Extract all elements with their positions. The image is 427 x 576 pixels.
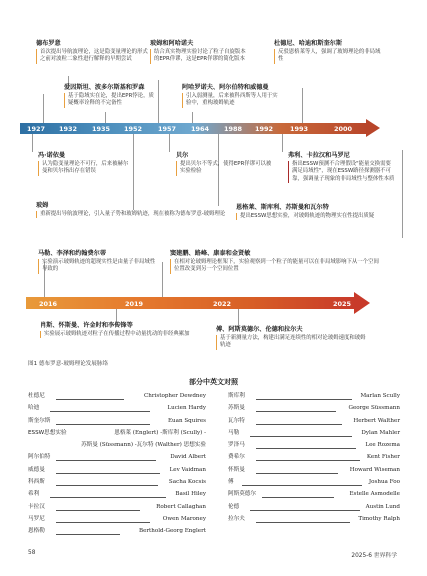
event-description: 指出ESSW预测不合理假设"能量交换需要满足局域性"，现在ESSW路径探测器不可靠，强调量子现象的非局域性与整体性本质	[288, 161, 396, 183]
leader-line	[250, 436, 352, 437]
glossary-row	[228, 403, 400, 415]
event-title: 窦建鹏、路峰、康泰和金贤敏	[170, 250, 251, 257]
glossary-row	[28, 452, 206, 464]
glossary-zh: 阿尔伯特	[28, 454, 51, 461]
event-description: 引入弱测量，后来被科西斯等人用于实验中，重构玻姆轨迹	[182, 93, 282, 108]
event-card	[64, 84, 154, 108]
glossary-en: Joshua Foo	[368, 479, 400, 486]
leader-line	[56, 510, 140, 511]
year-label: 1927	[26, 125, 46, 133]
glossary-en: 苏斯曼 (Süssmann) -瓦尔特 (Walther) 思想实验	[81, 442, 206, 449]
leader-line	[56, 399, 124, 400]
event-title: 弗利、卡拉汉和马罗尼	[288, 152, 350, 159]
leader-line	[256, 424, 342, 425]
event-card	[176, 152, 276, 176]
glossary-en: Robert Callaghan	[156, 503, 206, 510]
glossary-zh: 哈迪	[28, 405, 40, 412]
event-description: 提出ESSW思想实验，对玻姆轨迹的物理实在性提出质疑	[236, 213, 392, 220]
year-label: 2000	[333, 125, 353, 133]
event-description: 重新提出导航波理论，引入量子势和玻姆轨迹，现在被称为德布罗意-玻姆理论	[36, 211, 236, 218]
glossary-en: Howard Wiseman	[349, 466, 400, 473]
event-title: 冯·诺依曼	[38, 152, 66, 159]
event-description: 实验演示玻姆轨迹的超现实性是由量子非局域性导致的	[38, 259, 158, 274]
glossary-en: Berthold-Georg Englert	[138, 528, 206, 535]
leader-line	[50, 497, 166, 498]
connector-line	[158, 80, 159, 123]
glossary-row	[228, 465, 400, 477]
year-label: 1992	[254, 125, 274, 133]
glossary-row	[228, 440, 400, 452]
timeline-band-bottom	[26, 297, 356, 309]
year-label: 1932	[58, 125, 78, 133]
glossary-zh: ESSW思想实验	[28, 429, 67, 436]
event-description: 认为隐变量理论不可行，后来被赫尔曼和贝尔指出存在错误	[38, 161, 130, 176]
glossary-row	[228, 416, 400, 428]
glossary-zh: 拉尔夫	[228, 515, 245, 522]
leader-line	[56, 522, 150, 523]
glossary-en: Lee Rozema	[365, 442, 400, 449]
connector-line	[162, 262, 163, 297]
glossary-row	[28, 428, 206, 440]
leader-line	[256, 399, 352, 400]
glossary-zh: 傅	[228, 479, 234, 486]
glossary-right-column	[228, 391, 400, 526]
glossary-zh: 伦德	[228, 503, 240, 510]
glossary-row	[28, 502, 206, 514]
event-title: 贝尔	[176, 152, 189, 159]
glossary-en: Euan Squires	[167, 417, 206, 424]
event-description: 基于新测量方法，构建出满足连续性的相对论玻姆速度和玻姆轨迹	[216, 335, 366, 350]
glossary-row	[228, 391, 400, 403]
glossary-zh: 恩格勒	[28, 528, 45, 535]
year-label: 2025	[332, 299, 352, 308]
event-description: 实验展示玻姆轨迹对粒子在传播过程中动量扰动的非经典累加	[40, 331, 200, 338]
leader-line	[250, 510, 360, 511]
glossary-zh: 瓦尔特	[228, 417, 245, 424]
glossary-row	[228, 428, 400, 440]
year-label: 2022	[212, 299, 232, 308]
event-card	[288, 152, 396, 183]
event-title: 杜德尼、哈迪和斯奎尔斯	[274, 40, 343, 47]
glossary-zh: 希利	[28, 491, 40, 498]
glossary-row	[28, 440, 206, 452]
connector-line	[402, 150, 403, 238]
leader-line	[256, 473, 338, 474]
leader-line	[262, 497, 334, 498]
event-title: 德布罗意	[36, 40, 61, 47]
event-card	[182, 84, 282, 108]
leader-line	[256, 448, 356, 449]
glossary-left-column	[28, 391, 206, 539]
journal-issue: 2025-6 世界科学	[351, 553, 397, 559]
event-description: 提出贝尔不等式，使得EPR佯谬可以被实验检验	[176, 161, 276, 176]
glossary-row	[28, 465, 206, 477]
event-description: 结合真实物理实验讨论了粒子自旋版本的EPR佯谬，这是EPR佯谬的简化版本	[150, 49, 250, 64]
event-card	[216, 326, 366, 350]
glossary-zh: 怀斯曼	[228, 466, 245, 473]
year-label: 1993	[289, 125, 309, 133]
connector-line	[133, 134, 134, 210]
leader-line	[56, 424, 150, 425]
glossary-en: Austin Lund	[365, 503, 400, 510]
leader-line	[56, 485, 158, 486]
glossary-zh: 科西斯	[28, 479, 45, 486]
glossary-en: Basil Hiley	[175, 491, 206, 498]
timeline-arrow-bottom	[354, 292, 370, 314]
event-title: 肖斯、怀斯曼、许金时和李传锋等	[40, 322, 133, 329]
glossary-row	[28, 416, 206, 428]
event-title: 阿哈罗诺夫、阿尔伯特和威德曼	[182, 84, 269, 91]
glossary-en: Herbert Walther	[353, 417, 400, 424]
glossary-en: Lucien Hardy	[167, 405, 206, 412]
timeline-arrow-top	[366, 119, 380, 137]
event-description: 在相对论玻姆理论框架下，实验观察到一个粒子的能量可以在非局域影响下从一个空间位置改变到另一个空间位置	[170, 259, 380, 274]
glossary-en: Marlan Scully	[360, 393, 400, 399]
connector-line	[169, 134, 170, 152]
year-label: 1957	[157, 125, 177, 133]
event-description: 首次提出导航波理论，这是隐变量理论的形式之前对波粒二象性进行解释的早期尝试	[36, 49, 148, 64]
glossary-zh: 威德曼	[28, 466, 45, 473]
leader-line	[56, 460, 156, 461]
glossary-row	[28, 489, 206, 501]
glossary-zh: 罗泽马	[228, 442, 245, 449]
page-number: 58	[28, 550, 36, 556]
glossary-en: Estelle Asmodelle	[349, 491, 400, 498]
glossary-zh: 马勒	[228, 429, 240, 436]
connector-line	[282, 134, 283, 152]
event-title: 马勒、李泽和约翰费尔蒂	[38, 250, 107, 257]
event-card	[236, 204, 392, 220]
year-label: 2016	[38, 299, 58, 308]
event-card	[36, 202, 236, 218]
glossary-en: Christopher Dewdney	[143, 393, 206, 399]
connector-line	[32, 134, 33, 152]
glossary-zh: 斯奎尔斯	[28, 417, 51, 424]
year-label: 1964	[190, 125, 210, 133]
timeline-band-top	[20, 123, 368, 134]
glossary-row	[228, 489, 400, 501]
event-title: 玻姆和阿哈诺夫	[150, 40, 194, 47]
event-card	[150, 40, 250, 64]
glossary-zh: 卡拉汉	[28, 503, 45, 510]
glossary-zh: 马罗尼	[28, 515, 45, 522]
glossary-en: 恩格莱 (Englert) -斯库利 (Scully) -	[114, 429, 206, 436]
event-card	[38, 152, 130, 176]
leader-line	[256, 411, 336, 412]
leader-line	[256, 522, 350, 523]
leader-line	[256, 460, 360, 461]
glossary-zh: 阿斯莫德尔	[228, 491, 256, 498]
glossary-en: David Albert	[170, 454, 206, 461]
glossary-en: Kent Fisher	[366, 454, 400, 461]
glossary-row	[28, 514, 206, 526]
year-label: 1935	[91, 125, 111, 133]
event-description: 基于隐域实在论，提出EPR悖论，质疑概率诠释的不完备性	[64, 93, 154, 108]
glossary-row	[228, 502, 400, 514]
glossary-en: Owen Maroney	[162, 515, 206, 522]
event-card	[40, 322, 200, 338]
glossary-row	[28, 403, 206, 415]
glossary-zh: 苏斯曼	[228, 405, 245, 412]
glossary-en: Lev Vaidman	[169, 466, 206, 473]
leader-line	[56, 534, 120, 535]
glossary-row	[228, 514, 400, 526]
glossary-en: Dylan Mahler	[361, 429, 400, 436]
event-card	[36, 40, 148, 64]
year-label: 1988	[223, 125, 243, 133]
glossary-row	[28, 477, 206, 489]
leader-line	[56, 473, 160, 474]
connector-line	[192, 112, 193, 123]
event-title: 玻姆	[36, 202, 49, 209]
year-label: 2019	[124, 299, 144, 308]
event-title: 傅、阿斯莫德尔、伦德和拉尔夫	[216, 326, 303, 333]
connector-line	[43, 94, 44, 123]
glossary-zh: 费希尔	[228, 454, 245, 461]
event-card	[274, 40, 384, 64]
glossary-row	[228, 477, 400, 489]
event-description: 反驳恩格莱等人，强调了玻姆理论的非局域性	[274, 49, 384, 64]
glossary-row	[28, 526, 206, 538]
glossary-row	[228, 452, 400, 464]
leader-line	[50, 411, 150, 412]
glossary-en: Timothy Ralph	[358, 515, 400, 522]
glossary-row	[28, 391, 206, 403]
year-label: 1952	[123, 125, 143, 133]
connector-line	[302, 88, 303, 123]
event-title: 爱因斯坦、波多尔斯基和罗森	[64, 84, 145, 91]
event-card	[170, 250, 380, 274]
event-card	[38, 250, 158, 274]
glossary-zh: 杜德尼	[28, 393, 45, 399]
figure-caption: 图1 德布罗意-玻姆理论发展脉络	[28, 361, 109, 367]
glossary-title: 部分中英文对照	[189, 378, 238, 386]
event-title: 恩格莱、斯库利、苏斯曼和瓦尔特	[236, 204, 329, 211]
glossary-en: George Süssmann	[348, 405, 400, 412]
leader-line	[242, 485, 362, 486]
connector-line	[105, 112, 106, 123]
glossary-en: Sacha Kocsis	[168, 479, 206, 486]
glossary-zh: 斯库利	[228, 393, 245, 399]
